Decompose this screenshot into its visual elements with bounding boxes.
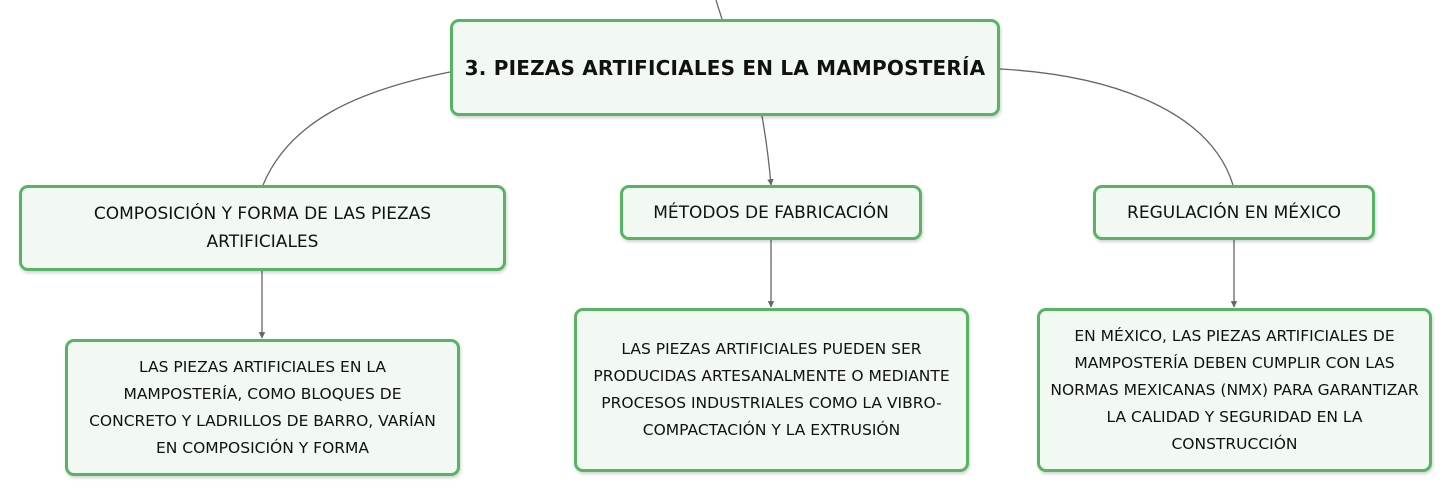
connector-root-to-composicion	[263, 72, 450, 185]
detail-node-composicion[interactable]	[65, 339, 460, 476]
topic-node-composicion[interactable]	[19, 185, 506, 271]
detail-node-regulacion[interactable]	[1037, 308, 1432, 472]
topic-label-regulacion: REGULACIÓN EN MÉXICO	[1127, 202, 1341, 223]
connector-incoming-root	[716, 0, 722, 19]
topic-label-metodos: MÉTODOS DE FABRICACIÓN	[653, 202, 889, 223]
topic-node-regulacion[interactable]	[1093, 185, 1375, 240]
detail-node-metodos[interactable]	[574, 308, 969, 472]
root-topic-node[interactable]	[450, 19, 1000, 116]
detail-text-composicion: LAS PIEZAS ARTIFICIALES EN LA MAMPOSTERÍA, COMO BLOQUES DE CONCRETO Y LADRILLOS DE BARRO, VARÍAN EN COMPOSICIÓN Y FORMA	[89, 357, 436, 457]
root-topic-label: 3. PIEZAS ARTIFICIALES EN LA MAMPOSTERÍA	[464, 55, 986, 80]
topic-node-metodos[interactable]	[620, 185, 922, 240]
detail-text-metodos: LAS PIEZAS ARTIFICIALES PUEDEN SER PRODUCIDAS ARTESANALMENTE O MEDIANTE PROCESOS INDUSTRIALES COMO LA VIBRO-COMPACTACIÓN Y LA EXTRUSIÓN	[593, 340, 950, 439]
detail-text-regulacion: EN MÉXICO, LAS PIEZAS ARTIFICIALES DE MAMPOSTERÍA DEBEN CUMPLIR CON LAS NORMAS MEXICANAS (NMX) PARA GARANTIZAR LA CALIDAD Y SEGURIDAD EN LA CONSTRUCCIÓN	[1050, 326, 1419, 453]
connector-root-to-metodos	[762, 116, 771, 185]
connector-root-to-regulacion	[1000, 69, 1233, 185]
topic-label-composicion: COMPOSICIÓN Y FORMA DE LAS PIEZAS ARTIFICIALES	[93, 204, 432, 252]
